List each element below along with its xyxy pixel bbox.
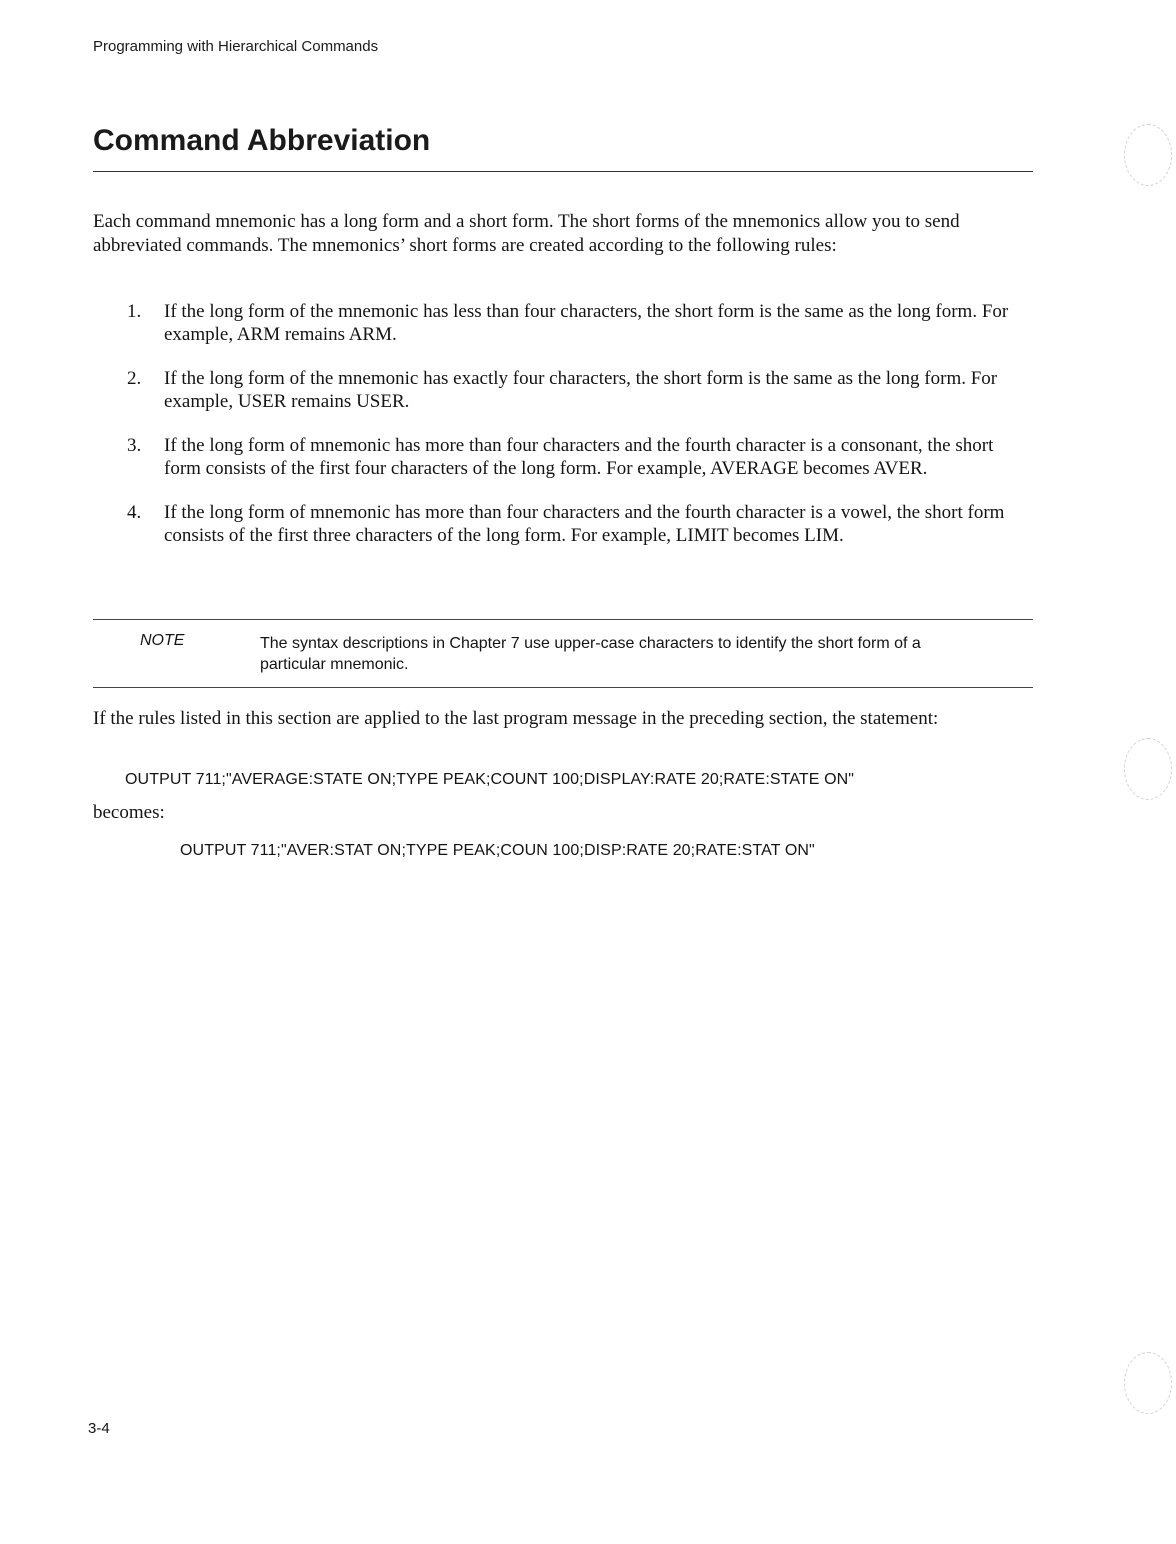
title-rule <box>93 171 1033 172</box>
becomes-label: becomes: <box>93 802 165 823</box>
page-number: 3-4 <box>88 1420 110 1437</box>
rule-item <box>93 367 1033 413</box>
note-top-rule <box>93 619 1033 620</box>
rule-number: 2. <box>127 368 142 389</box>
rule-text: If the long form of the mnemonic has exactly four characters, the short form is the same as the long form. For example, USER remains USER. <box>164 368 998 412</box>
rule-number: 4. <box>127 502 142 523</box>
rule-number: 3. <box>127 435 142 456</box>
intro-paragraph: Each command mnemonic has a long form and a short form. The short forms of the mnemonics allow you to send abbreviated commands. The mnemonics’ short forms are created according to the following rules: <box>93 211 960 256</box>
rule-text: If the long form of the mnemonic has less than four characters, the short form is the same as the long form. For example, ARM remains ARM. <box>164 301 1009 345</box>
punch-hole-middle <box>1124 738 1172 800</box>
rule-number: 1. <box>127 301 142 322</box>
note-bottom-rule <box>93 687 1033 688</box>
rule-text: If the long form of mnemonic has more than four characters and the fourth character is a vowel, the short form consists of the first three characters of the long form. For example, LIMIT becomes LIM. <box>164 502 1005 546</box>
rule-item <box>93 434 1033 480</box>
section-title: Command Abbreviation <box>93 124 431 157</box>
rule-item <box>93 501 1033 547</box>
code-long-form: OUTPUT 711;"AVERAGE:STATE ON;TYPE PEAK;COUNT 100;DISPLAY:RATE 20;RATE:STATE ON" <box>125 771 855 788</box>
running-header: Programming with Hierarchical Commands <box>93 38 379 55</box>
followup-paragraph: If the rules listed in this section are applied to the last program message in the preceding section, the statement: <box>93 708 939 729</box>
rules-list <box>93 300 1033 568</box>
rule-text: If the long form of mnemonic has more than four characters and the fourth character is a consonant, the short form consists of the first four characters of the long form. For example, AVERAGE becomes AVER. <box>164 435 994 479</box>
note-text: The syntax descriptions in Chapter 7 use upper-case characters to identify the short form of a particular mnemonic. <box>260 635 921 673</box>
rule-item <box>93 300 1033 346</box>
punch-hole-bottom <box>1124 1352 1172 1414</box>
code-short-form: OUTPUT 711;"AVER:STAT ON;TYPE PEAK;COUN 100;DISP:RATE 20;RATE:STAT ON" <box>180 842 815 859</box>
punch-hole-top <box>1124 124 1172 186</box>
note-label: NOTE <box>140 632 185 649</box>
